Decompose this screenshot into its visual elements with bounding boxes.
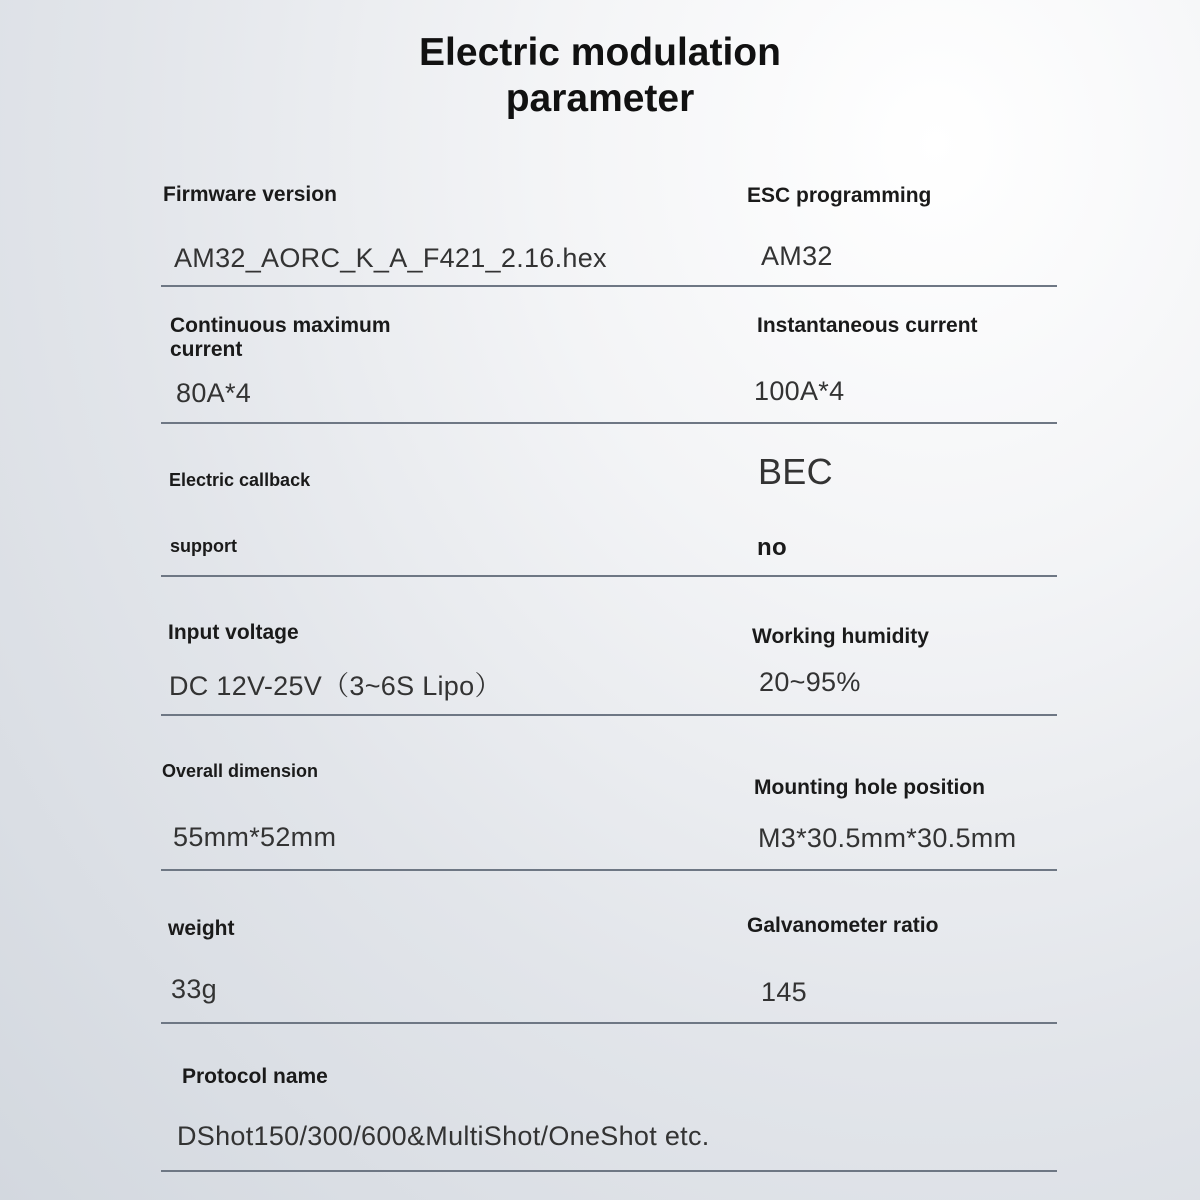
electric-callback-value: support (170, 536, 237, 556)
firmware-version-value: AM32_AORC_K_A_F421_2.16.hex (174, 243, 607, 273)
instantaneous-current-label: Instantaneous current (757, 314, 978, 337)
continuous-current-label-line-2: current (170, 338, 243, 361)
overall-dimension-label: Overall dimension (162, 761, 319, 781)
electric-callback-label: Electric callback (169, 470, 311, 490)
spec-row-dimension-mounting (161, 714, 1057, 871)
esc-programming-value: AM32 (761, 241, 833, 271)
galvanometer-ratio-value: 145 (761, 977, 807, 1007)
continuous-current-label-line-1: Continuous maximum (170, 314, 391, 337)
page-title-line-2: parameter (505, 77, 695, 120)
page-title-line-1: Electric modulation (419, 31, 781, 74)
galvanometer-ratio-label: Galvanometer ratio (747, 914, 939, 937)
bec-label: BEC (758, 451, 833, 492)
spec-row-current (161, 285, 1057, 424)
mounting-hole-value: M3*30.5mm*30.5mm (758, 823, 1017, 853)
input-voltage-label: Input voltage (168, 621, 299, 644)
input-voltage-value: DC 12V-25V（3~6S Lipo） (169, 671, 502, 701)
overall-dimension-value: 55mm*52mm (173, 822, 337, 852)
page-title (0, 30, 1200, 122)
protocol-name-label: Protocol name (182, 1065, 328, 1088)
bec-value: no (757, 534, 787, 561)
spec-row-callback-bec (161, 422, 1057, 577)
protocol-name-value: DShot150/300/600&MultiShot/OneShot etc. (177, 1121, 710, 1151)
weight-value: 33g (171, 974, 217, 1004)
weight-label: weight (168, 917, 235, 940)
spec-row-weight-galvanometer (161, 869, 1057, 1024)
spec-row-firmware (161, 170, 1057, 287)
continuous-current-value: 80A*4 (176, 378, 252, 408)
instantaneous-current-value: 100A*4 (754, 376, 845, 406)
firmware-version-label: Firmware version (163, 183, 337, 206)
working-humidity-label: Working humidity (752, 625, 929, 648)
spec-row-voltage-humidity (161, 575, 1057, 716)
spec-row-protocol (161, 1022, 1057, 1172)
esc-programming-label: ESC programming (747, 184, 932, 207)
working-humidity-value: 20~95% (759, 667, 861, 697)
mounting-hole-label: Mounting hole position (754, 776, 985, 799)
